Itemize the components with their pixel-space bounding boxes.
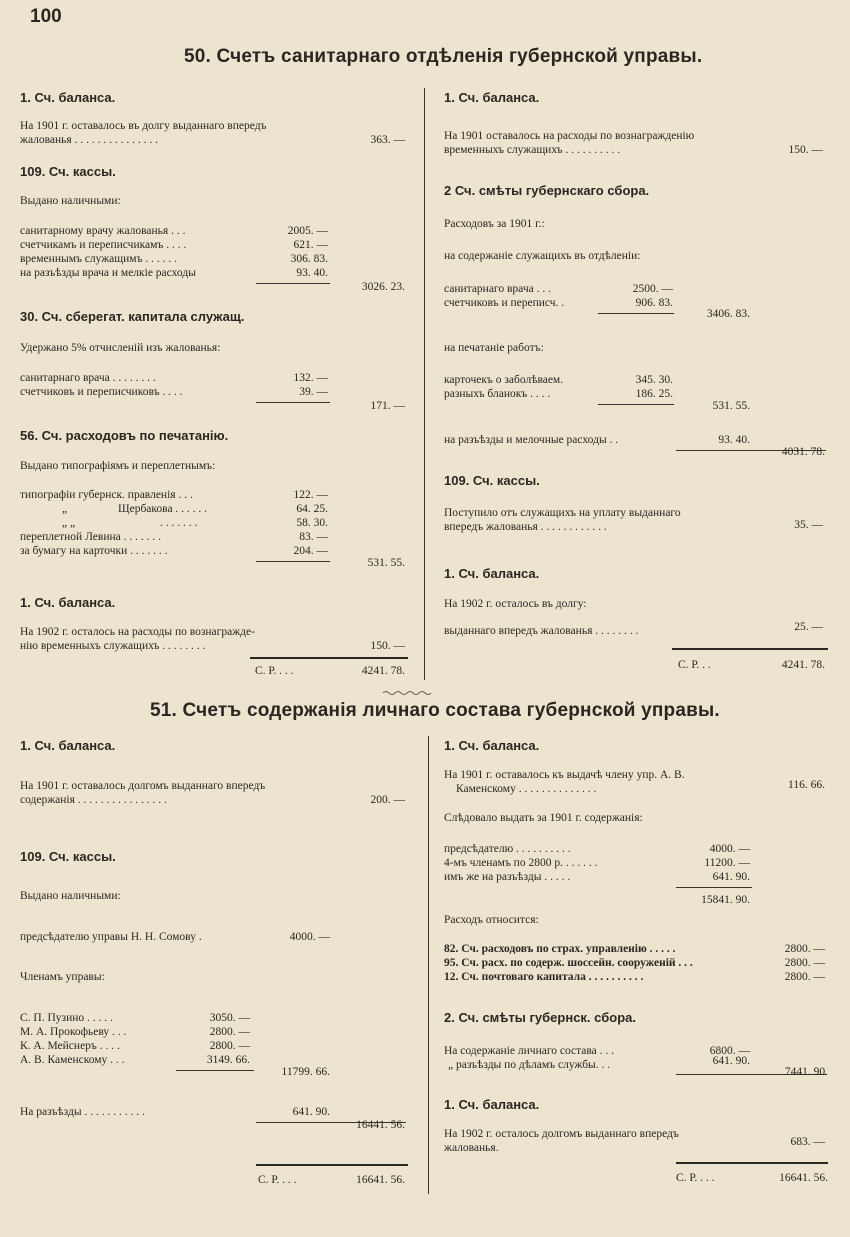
s50-left-item-value: 122. — [293,489,328,501]
s50-left-heading-cash: 109. Сч. кассы. [20,164,116,179]
s51-left-item: А. В. Каменскому . . . [20,1054,125,1066]
s51-right-item: 4-мъ членамъ по 2800 р. . . . . . . [444,857,598,869]
s51-right-line: Слѣдовало выдать за 1901 г. содержанія: [444,812,643,824]
s50-left-subtotal: 171. — [370,400,405,412]
s51-right-amount: 116. 66. [788,779,825,791]
s51-right-line: жалованья. [444,1142,499,1154]
sum-rule [598,313,674,314]
s51-right-item: 82. Сч. расходовъ по страх. управленію . . . . . [444,943,676,955]
s51-right-total: 16641. 56. [779,1172,828,1184]
s51-right-item: предсѣдателю . . . . . . . . . . [444,843,571,855]
s51-left-item-value: 2800. — [209,1040,250,1052]
s51-left-item-value: 4000. — [289,931,330,943]
s51-right-item: На содержаніе личнаго состава . . . [444,1045,615,1057]
s50-left-item-value: 64. 25. [296,503,328,515]
s50-left-item-value: 2005. — [287,225,328,237]
s50-left-item-value: 93. 40. [296,267,328,279]
s51-left-heading-cash: 109. Сч. кассы. [20,849,116,864]
s51-left-subtotal: 16441. 56. [356,1119,405,1131]
s51-left-item: На разъѣзды . . . . . . . . . . . [20,1106,145,1118]
s50-left-line: нію временныхъ служащихъ . . . . . . . . [20,640,206,652]
s50-right-subtotal: 531. 55. [712,400,750,412]
s50-left-item: санитарнаго врача . . . . . . . . [20,372,156,384]
s50-right-item-value: 2500. — [632,283,673,295]
s51-right-heading-balance-end: 1. Сч. баланса. [444,1097,540,1112]
s51-left-item-value: 3149. 66. [206,1054,250,1066]
s50-left-item: типографіи губернск. правленія . . . [20,489,193,501]
s51-left-item: К. А. Мейснеръ . . . . [20,1040,120,1052]
s50-left-line: Выдано типографіямъ и переплетнымъ: [20,460,216,472]
s51-left-line: Членамъ управы: [20,971,105,983]
s51-left-total-label: С. Р. . . . [258,1174,297,1186]
s51-right-item: имъ же на разъѣзды . . . . . [444,871,571,883]
s50-left-item: переплетной Левина . . . . . . . [20,531,161,543]
s51-left-item-value: 2800. — [209,1026,250,1038]
s51-right-total-label: С. Р. . . . [676,1172,715,1184]
ditto-mark: „ [62,503,68,515]
s51-left-subtotal: 11799. 66. [281,1066,330,1078]
s50-left-subtotal: 3026. 23. [361,281,405,293]
sum-rule [256,402,330,403]
s50-left-item-value: 39. — [299,386,328,398]
sum-rule [256,283,330,284]
s50-left-heading-balance-end: 1. Сч. баланса. [20,595,116,610]
s50-left-heading-savings: 30. Сч. сберегат. капитала служащ. [20,309,245,324]
s50-right-line: Расходовъ за 1901 г.: [444,218,545,230]
total-rule [676,1162,828,1164]
s50-right-line: на содержаніе служащихъ въ отдѣленіи: [444,250,641,262]
s51-right-subtotal: 15841. 90. [701,894,750,906]
s51-right-item: 12. Сч. почтоваго капитала . . . . . . . . . . [444,971,644,983]
s51-right-line: Каменскому . . . . . . . . . . . . . . [456,783,597,795]
s51-right-heading-estimate: 2. Сч. смѣты губернск. сбора. [444,1010,636,1025]
s50-right-item: на разъѣзды и мелочные расходы . . [444,434,619,446]
s50-right-item-value: 186. 25. [635,388,673,400]
s50-left-item: счетчикамъ и переписчикамъ . . . . [20,239,187,251]
column-divider [428,736,429,1194]
s51-right-item-value: 11200. — [704,857,750,869]
s51-left-line: На 1901 г. оставалось долгомъ выданнаго впередъ [20,780,266,792]
s51-left-total: 16641. 56. [356,1174,405,1186]
s50-right-line: на печатаніе работъ: [444,342,544,354]
s50-left-item-value: 204. — [293,545,328,557]
s50-right-heading-estimate: 2 Сч. смѣты губернскаго сбора. [444,183,650,198]
s50-left-item: счетчиковъ и переписчиковъ . . . . [20,386,183,398]
s50-right-subtotal: 3406. 83. [706,308,750,320]
s51-right-heading-balance: 1. Сч. баланса. [444,738,540,753]
s50-left-heading-printing: 56. Сч. расходовъ по печатанію. [20,428,229,443]
s50-left-line: Выдано наличными: [20,195,121,207]
s50-right-amount: 35. — [794,519,823,531]
s51-right-item: „ разъѣзды по дѣламъ службы. . . [448,1059,611,1071]
s50-left-item: . . . . . . . [160,517,198,529]
s50-left-line: На 1901 г. оставалось въ долгу выданнаго впередъ [20,120,267,132]
s50-right-total-label: С. Р. . . [678,659,711,671]
s50-left-item-value: 306. 83. [290,253,328,265]
s50-right-line: временныхъ служащихъ . . . . . . . . . . [444,144,621,156]
page-number: 100 [30,6,62,27]
s50-left-line: Удержано 5% отчисленій изъ жалованья: [20,342,221,354]
s50-right-amount: 150. — [788,144,823,156]
s50-right-line: выданнаго впередъ жалованья . . . . . . . . [444,625,639,637]
s50-left-item: за бумагу на карточки . . . . . . . [20,545,168,557]
s50-right-item: карточекъ о заболѣваем. [444,374,564,386]
section-50-title: 50. Счетъ санитарнаго отдѣленія губернской управы. [184,46,703,67]
s50-left-subtotal: 531. 55. [367,557,405,569]
s51-right-item-value: 641. 90. [712,871,750,883]
s51-left-item-value: 3050. — [209,1012,250,1024]
s51-left-line: Выдано наличными: [20,890,121,902]
s51-right-item-value: 2800. — [784,957,825,969]
s51-right-item-value: 2800. — [784,943,825,955]
s50-left-line: На 1902 г. осталось на расходы по вознагражде- [20,626,255,638]
ditto-mark: „ „ [62,517,76,529]
s50-left-item-value: 58. 30. [296,517,328,529]
s50-right-item: санитарнаго врача . . . [444,283,551,295]
s51-right-item-value: 6800. — [709,1045,750,1057]
s51-right-amount: 683. — [790,1136,825,1148]
section-51-title: 51. Счетъ содержанія личнаго состава губернской управы. [150,700,720,721]
s50-right-line: Поступило отъ служащихъ на уплату выданнаго [444,507,681,519]
s50-left-amount: 363. — [370,134,405,146]
s50-left-item: на разъѣзды врача и мелкіе расходы [20,267,196,279]
s50-left-item: санитарному врачу жалованья . . . [20,225,186,237]
s50-right-amount: 25. — [794,621,823,633]
s51-right-line: На 1901 г. оставалось къ выдачѣ члену упр. А. В. [444,769,685,781]
s50-left-total-label: С. Р. . . . [255,665,294,677]
total-rule [256,1164,408,1166]
s50-left-total: 4241. 78. [361,665,405,677]
s50-right-heading-balance-end: 1. Сч. баланса. [444,566,540,581]
s50-left-item-value: 83. — [299,531,328,543]
s51-right-item-value: 641. 90. [712,1055,750,1067]
s51-right-item: 95. Сч. расх. по содерж. шоссейн. сооруженій . . . [444,957,693,969]
s50-right-item-value: 906. 83. [635,297,673,309]
sum-rule [598,404,674,405]
s51-left-item: предсѣдателю управы Н. Н. Сомову . [20,931,202,943]
s50-right-line: На 1902 г. осталось въ долгу: [444,598,587,610]
s51-right-line: Расходъ относится: [444,914,539,926]
s50-right-line: впередъ жалованья . . . . . . . . . . . . [444,521,607,533]
s50-right-item: счетчиковъ и переписч. . [444,297,565,309]
s51-left-item-value: 641. 90. [292,1106,330,1118]
total-rule [250,657,408,659]
sum-rule [256,561,330,562]
s51-left-line: содержанія . . . . . . . . . . . . . . . . [20,794,167,806]
s50-left-line: жалованья . . . . . . . . . . . . . . . [20,134,158,146]
s50-left-item: временнымъ служащимъ . . . . . . [20,253,178,265]
s51-right-subtotal: 7441. 90. [784,1066,828,1078]
s51-left-amount: 200. — [370,794,405,806]
s50-right-subtotal: 4031. 78. [781,446,825,458]
s51-right-item-value: 4000. — [709,843,750,855]
s51-left-item: М. А. Прокофьеву . . . [20,1026,127,1038]
s51-left-item: С. П. Пузино . . . . . [20,1012,113,1024]
s51-left-heading-balance: 1. Сч. баланса. [20,738,116,753]
total-rule [672,648,828,650]
s50-right-item-value: 345. 30. [635,374,673,386]
s51-right-line: На 1902 г. осталось долгомъ выданнаго впередъ [444,1128,679,1140]
s50-right-line: На 1901 оставалось на расходы по вознагражденію [444,130,695,142]
s50-right-heading-cash: 109. Сч. кассы. [444,473,540,488]
s50-left-item-value: 132. — [293,372,328,384]
column-divider [424,88,425,680]
s50-right-heading-balance: 1. Сч. баланса. [444,90,540,105]
s50-left-heading-balance: 1. Сч. баланса. [20,90,116,105]
sum-rule [676,887,752,888]
s50-right-item-value: 93. 40. [718,434,750,446]
s50-left-item: Щербакова . . . . . . [118,503,208,515]
s50-right-item: разныхъ бланокъ . . . . [444,388,551,400]
s50-right-total: 4241. 78. [781,659,825,671]
s51-right-item-value: 2800. — [784,971,825,983]
s50-left-amount: 150. — [370,640,405,652]
s50-left-item-value: 621. — [293,239,328,251]
